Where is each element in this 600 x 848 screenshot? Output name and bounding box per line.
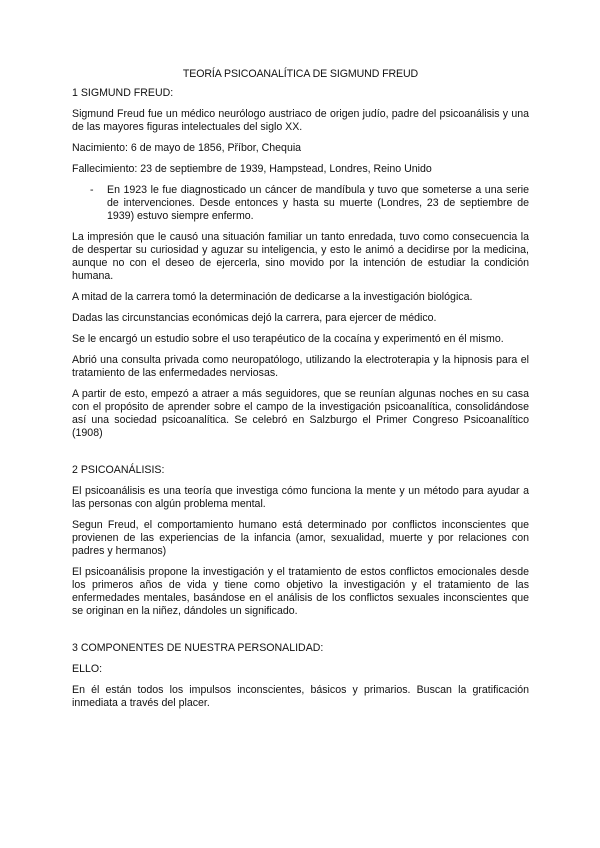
paragraph-treatment: El psicoanálisis propone la investigación y el tratamiento de estos conflictos emocionales desde los primeros años de vida y tiene como objetivo la investigación y el tratamiento de las enfermedades mentales, basándose en el análisis de los conflictos sexuales inconscientes que se originan en la niñez, dándoles un significado. bbox=[72, 566, 529, 617]
spacer bbox=[72, 448, 529, 464]
document-title: TEORÍA PSICOANALÍTICA DE SIGMUND FREUD bbox=[182, 68, 419, 80]
paragraph-economic-circumstances: Dadas las circunstancias económicas dejó la carrera, para ejercer de médico. bbox=[72, 312, 437, 324]
subheading-ello: ELLO: bbox=[72, 663, 103, 675]
paragraph-death: Fallecimiento: 23 de septiembre de 1939, Hampstead, Londres, Reino Unido bbox=[72, 163, 432, 175]
paragraph-ello: En él están todos los impulsos inconscientes, básicos y primarios. Buscan la gratificación inmediata a través del placer. bbox=[72, 684, 529, 709]
paragraph-definition: El psicoanálisis es una teoría que investiga cómo funciona la mente y un método para ayudar a las personas con algún problema mental. bbox=[72, 485, 529, 510]
section-heading-psicoanalisis: 2 PSICOANÁLISIS: bbox=[72, 464, 165, 476]
paragraph-biological-research: A mitad de la carrera tomó la determinación de dedicarse a la investigación biológica. bbox=[72, 291, 473, 303]
paragraph-followers: A partir de esto, empezó a atraer a más seguidores, que se reunían algunas noches en su casa con el propósito de aprender sobre el campo de la investigación psicoanalítica, consolidándose así una sociedad psicoanalítica. Se celebró en Salzburgo el Primer Congreso Psicoanalítico (1908) bbox=[72, 388, 529, 439]
paragraph-birth: Nacimiento: 6 de mayo de 1856, Příbor, Chequia bbox=[72, 142, 302, 154]
bullet-marker: - bbox=[90, 184, 94, 196]
paragraph-cocaine-study: Se le encargó un estudio sobre el uso terapéutico de la cocaína y experimentó en él mismo. bbox=[72, 333, 504, 345]
spacer bbox=[72, 626, 529, 642]
paragraph-behavior: Segun Freud, el comportamiento humano está determinado por conflictos inconscientes que provienen de las experiencias de la infancia (amor, sexualidad, muerte y por relaciones con padres y hermanos) bbox=[72, 519, 529, 557]
paragraph-intro: Sigmund Freud fue un médico neurólogo austriaco de origen judío, padre del psicoanálisis y una de las mayores figuras intelectuales del siglo XX. bbox=[72, 108, 529, 133]
paragraph-private-practice: Abrió una consulta privada como neuropatólogo, utilizando la electroterapia y la hipnosis para el tratamiento de las enfermedades nerviosas. bbox=[72, 354, 529, 379]
bullet-item-illness bbox=[90, 184, 529, 223]
section-heading-componentes: 3 COMPONENTES DE NUESTRA PERSONALIDAD: bbox=[72, 642, 324, 654]
section-heading-sigmund-freud: 1 SIGMUND FREUD: bbox=[72, 87, 174, 99]
bullet-text: En 1923 le fue diagnosticado un cáncer de mandíbula y tuvo que someterse a una serie de intervenciones. Desde entonces y hasta su muerte (Londres, 23 de septiembre de 1939) estuvo siempre enfermo. bbox=[107, 184, 529, 222]
paragraph-family-impression: La impresión que le causó una situación familiar un tanto enredada, tuvo como consecuencia la de despertar su curiosidad y aguzar su inteligencia, y esto le animó a decidirse por la medicina, aunque no con el deseo de ejercerla, sino movido por la intención de estudiar la condición humana. bbox=[72, 231, 529, 282]
